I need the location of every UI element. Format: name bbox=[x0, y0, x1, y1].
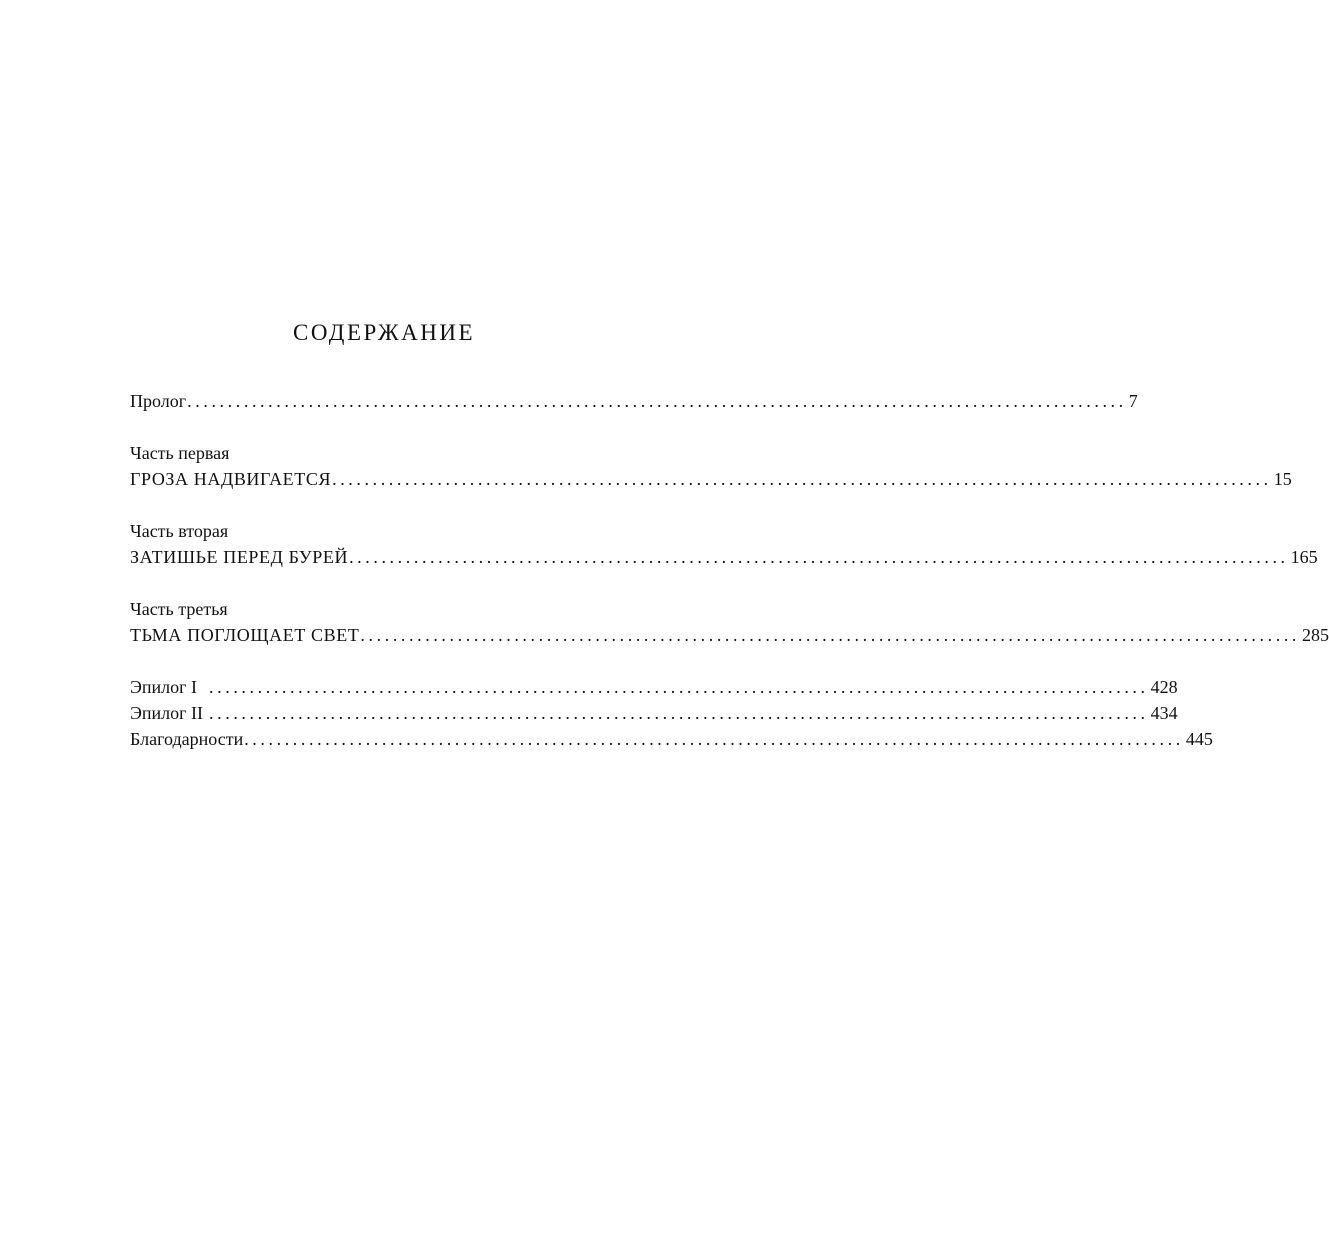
toc-entry-page: 434 bbox=[1150, 703, 1178, 723]
toc-entry-epilogue-1[interactable] bbox=[130, 674, 1178, 700]
toc-entry-page: 165 bbox=[1290, 547, 1318, 567]
table-of-contents bbox=[130, 388, 1329, 752]
toc-entry-page: 445 bbox=[1185, 729, 1213, 749]
part-heading: Часть вторая bbox=[130, 521, 229, 541]
toc-entry-part-2[interactable] bbox=[130, 544, 1318, 570]
toc-entry-label: ГРОЗА НАДВИГАЕТСЯ bbox=[130, 469, 332, 489]
toc-entry-page: 428 bbox=[1150, 677, 1178, 697]
toc-entry-label: Благодарности bbox=[130, 729, 244, 749]
dot-leader: .................................................................................................................... bbox=[332, 469, 1272, 489]
dot-leader: .................................................................................................................... bbox=[349, 547, 1289, 567]
part-heading: Часть первая bbox=[130, 443, 230, 463]
toc-entry-label: Эпилог II bbox=[130, 703, 204, 723]
toc-entry-label: ТЬМА ПОГЛОЩАЕТ СВЕТ bbox=[130, 625, 360, 645]
toc-entry-prologue[interactable] bbox=[130, 388, 1138, 414]
dot-leader: .................................................................................................................... bbox=[360, 625, 1301, 645]
toc-entry-page: 285 bbox=[1302, 625, 1329, 645]
dot-leader: .................................................................................................................... bbox=[244, 729, 1184, 749]
dot-leader: .................................................................................................................... bbox=[187, 391, 1127, 411]
toc-entry-acknowledgements[interactable] bbox=[130, 726, 1213, 752]
toc-entry-page: 15 bbox=[1273, 469, 1292, 489]
toc-entry-epilogue-2[interactable] bbox=[130, 700, 1178, 726]
toc-entry-part-3[interactable] bbox=[130, 622, 1329, 648]
toc-entry-part-1[interactable] bbox=[130, 466, 1292, 492]
dot-leader: .................................................................................................................... bbox=[209, 703, 1149, 723]
part-heading: Часть третья bbox=[130, 599, 228, 619]
toc-entry-label: Эпилог I bbox=[130, 677, 198, 697]
page-title: СОДЕРЖАНИЕ bbox=[292, 320, 475, 345]
toc-entry-label: Пролог bbox=[130, 391, 187, 411]
toc-entry-label: ЗАТИШЬЕ ПЕРЕД БУРЕЙ bbox=[130, 547, 349, 567]
toc-entry-page: 7 bbox=[1128, 391, 1138, 411]
dot-leader: .................................................................................................................... bbox=[209, 677, 1149, 697]
